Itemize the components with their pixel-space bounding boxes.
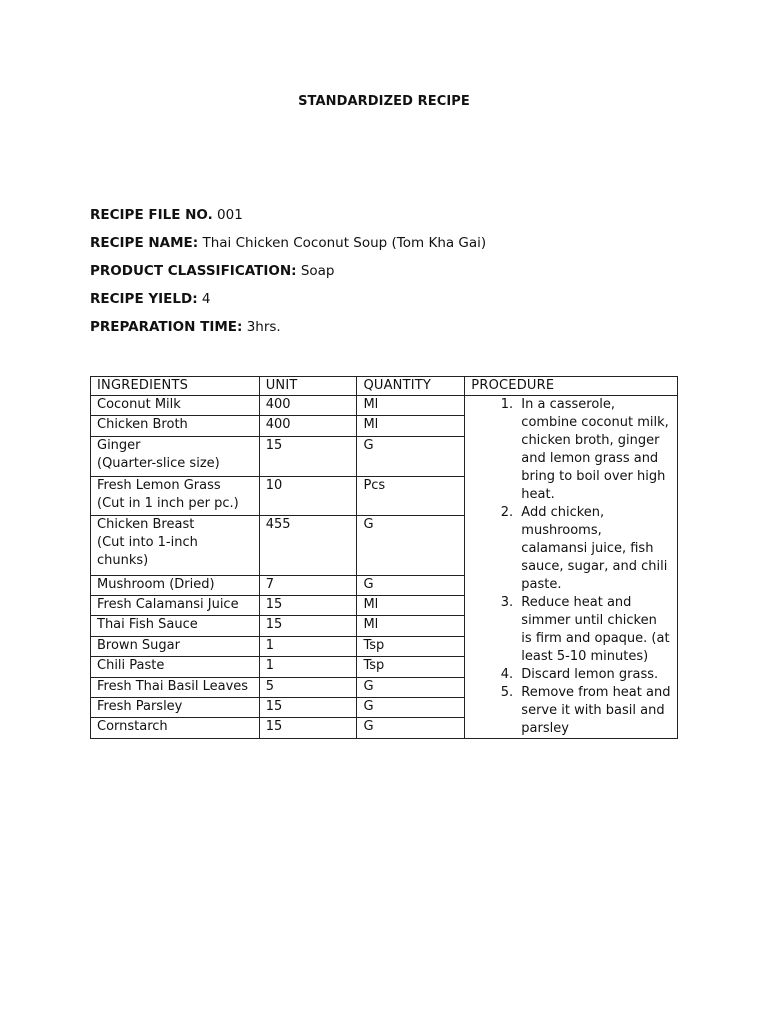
ingredient-note: (Quarter-slice size) (97, 455, 220, 471)
unit-cell: 455 (259, 516, 357, 575)
quantity-cell: Ml (357, 595, 465, 615)
recipe-file-no-value: 001 (217, 207, 243, 223)
header-ingredients: INGREDIENTS (91, 377, 260, 396)
recipe-table (90, 376, 678, 739)
recipe-yield (90, 291, 210, 307)
ingredient-note: (Cut in 1 inch per pc.) (97, 495, 239, 511)
procedure-step: 2. Add chicken, mushrooms, calamansi juice, fish sauce, sugar, and chili paste. (517, 504, 671, 594)
ingredient-cell (91, 436, 260, 476)
quantity-cell: Tsp (357, 636, 465, 656)
product-classification (90, 263, 335, 279)
unit-cell: 15 (259, 698, 357, 718)
table-row (91, 396, 678, 416)
quantity-cell: Pcs (357, 476, 465, 516)
unit-cell: 15 (259, 436, 357, 476)
ingredient-cell (91, 616, 260, 636)
unit-cell: 5 (259, 677, 357, 697)
ingredient-name: Thai Fish Sauce (97, 617, 198, 633)
ingredient-cell (91, 677, 260, 697)
recipe-yield-label: RECIPE YIELD: (90, 291, 198, 307)
ingredient-name: Fresh Parsley (97, 699, 183, 715)
procedure-list (471, 396, 671, 738)
quantity-cell: Tsp (357, 657, 465, 677)
recipe-file-no-label: RECIPE FILE NO. (90, 207, 213, 223)
quantity-cell: G (357, 436, 465, 476)
table-header-row (91, 377, 678, 396)
ingredient-cell (91, 396, 260, 416)
quantity-cell: G (357, 575, 465, 595)
ingredient-cell (91, 476, 260, 516)
ingredient-cell (91, 636, 260, 656)
recipe-name-value: Thai Chicken Coconut Soup (Tom Kha Gai) (202, 235, 487, 251)
table-body (91, 396, 678, 739)
recipe-yield-value: 4 (201, 291, 211, 307)
ingredient-cell (91, 416, 260, 436)
quantity-cell: G (357, 698, 465, 718)
ingredient-name: Fresh Lemon Grass (97, 477, 221, 493)
ingredient-name: Fresh Calamansi Juice (97, 596, 239, 612)
ingredient-name: Chili Paste (97, 658, 165, 674)
unit-cell: 7 (259, 575, 357, 595)
procedure-step: 4. Discard lemon grass. (517, 666, 671, 684)
procedure-step: 3. Reduce heat and simmer until chicken is firm and opaque. (at least 5-10 minutes) (517, 594, 671, 666)
quantity-cell: Ml (357, 396, 465, 416)
ingredient-cell (91, 657, 260, 677)
procedure-step: 1. In a casserole, combine coconut milk, chicken broth, ginger and lemon grass and bring to boil over high heat. (517, 396, 671, 504)
unit-cell: 400 (259, 416, 357, 436)
header-quantity: QUANTITY (357, 377, 465, 396)
header-unit: UNIT (259, 377, 357, 396)
recipe-name (90, 235, 486, 251)
preparation-time-label: PREPARATION TIME: (90, 319, 243, 335)
preparation-time-value: 3hrs. (246, 319, 281, 335)
page-title: STANDARDIZED RECIPE (298, 94, 470, 109)
quantity-cell: Ml (357, 616, 465, 636)
product-classification-label: PRODUCT CLASSIFICATION: (90, 263, 297, 279)
ingredient-name: Ginger (97, 437, 141, 453)
recipe-file-no (90, 207, 243, 223)
ingredient-cell (91, 718, 260, 739)
unit-cell: 15 (259, 616, 357, 636)
ingredient-cell (91, 595, 260, 615)
ingredient-name: Fresh Thai Basil Leaves (97, 678, 249, 694)
ingredient-name: Brown Sugar (97, 637, 180, 653)
ingredient-cell (91, 575, 260, 595)
unit-cell: 400 (259, 396, 357, 416)
quantity-cell: G (357, 516, 465, 575)
recipe-name-label: RECIPE NAME: (90, 235, 199, 251)
ingredient-name: Chicken Broth (97, 417, 188, 433)
procedure-cell (465, 396, 678, 739)
ingredient-name: Chicken Breast (97, 517, 195, 533)
ingredient-note: (Cut into 1-inch chunks) (97, 535, 198, 569)
ingredient-cell (91, 698, 260, 718)
ingredient-cell (91, 516, 260, 575)
unit-cell: 15 (259, 718, 357, 739)
unit-cell: 1 (259, 657, 357, 677)
unit-cell: 15 (259, 595, 357, 615)
header-procedure: PROCEDURE (465, 377, 678, 396)
ingredient-name: Coconut Milk (97, 397, 181, 412)
ingredient-name: Cornstarch (97, 719, 168, 735)
ingredient-name: Mushroom (Dried) (97, 576, 215, 592)
unit-cell: 1 (259, 636, 357, 656)
unit-cell: 10 (259, 476, 357, 516)
quantity-cell: G (357, 677, 465, 697)
product-classification-value: Soap (300, 263, 335, 279)
procedure-step: 5. Remove from heat and serve it with basil and parsley (517, 684, 671, 738)
preparation-time (90, 319, 281, 335)
quantity-cell: Ml (357, 416, 465, 436)
quantity-cell: G (357, 718, 465, 739)
